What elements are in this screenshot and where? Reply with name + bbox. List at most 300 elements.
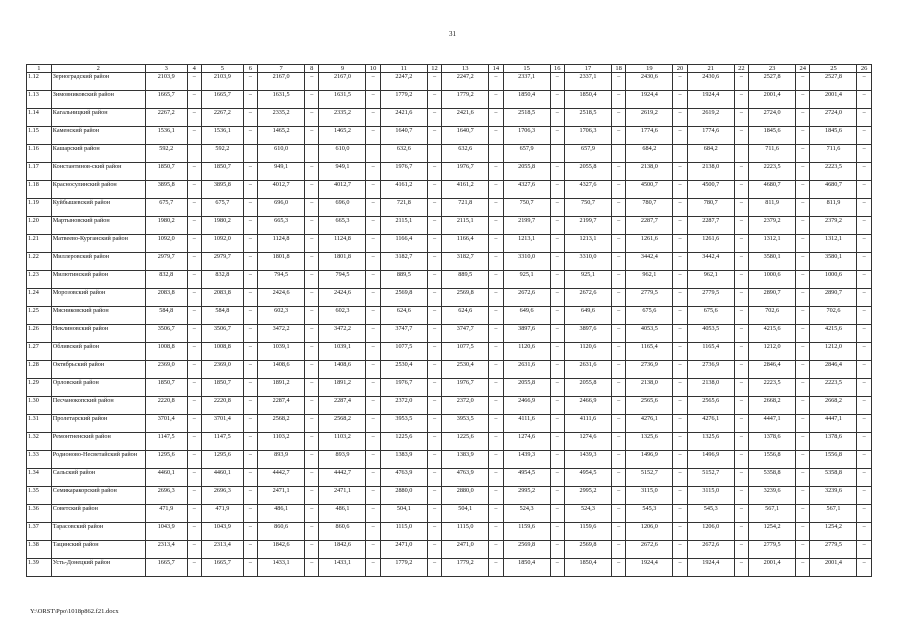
table-row [27,433,872,451]
value-cell: 3580,1 [810,253,857,271]
dash-cell: – [796,199,810,217]
dash-cell: – [550,505,564,523]
dash-cell: – [489,541,503,559]
value-cell: 4215,6 [749,325,796,343]
row-index: 1.37 [27,523,52,541]
value-cell: 702,6 [810,307,857,325]
value-cell: 610,0 [319,145,366,163]
value-cell: 3747,7 [380,325,427,343]
value-cell: 2138,0 [687,379,734,397]
value-cell: 794,5 [258,271,305,289]
table-row [27,415,872,433]
dash-cell: – [489,199,503,217]
table-row [27,109,872,127]
value-cell: 1206,0 [687,523,734,541]
table-row [27,253,872,271]
value-cell: 657,9 [564,145,611,163]
dash-cell: – [187,235,201,253]
dash-cell: – [243,289,257,307]
dash-cell: – [550,559,564,577]
row-index: 1.12 [27,73,52,91]
value-cell: 675,7 [145,199,187,217]
value-cell: 2779,5 [810,541,857,559]
district-name: Каменский район [51,127,145,145]
dash-cell: – [673,505,687,523]
dash-cell: – [187,361,201,379]
column-header: 1 [27,65,52,73]
dash-cell: – [187,433,201,451]
row-index: 1.31 [27,415,52,433]
dash-cell: – [489,343,503,361]
value-cell: 2668,2 [810,397,857,415]
dash-cell: – [366,469,380,487]
value-cell: 3182,7 [380,253,427,271]
dash-cell: – [427,541,441,559]
district-name: Мартыновский район [51,217,145,235]
value-cell: 1850,7 [201,379,243,397]
value-cell: 2995,2 [503,487,550,505]
dash-cell: – [611,343,625,361]
column-header: 23 [749,65,796,73]
row-index: 1.26 [27,325,52,343]
dash-cell: – [857,199,871,217]
dash-cell: – [857,127,871,145]
value-cell: 4276,1 [687,415,734,433]
value-cell: 2424,6 [319,289,366,307]
dash-cell: – [734,361,748,379]
dash-cell: – [366,487,380,505]
value-cell: 567,1 [810,505,857,523]
value-cell: 962,1 [626,271,673,289]
row-index: 1.30 [27,397,52,415]
dash-cell: – [489,91,503,109]
data-table [26,64,872,577]
value-cell: 1166,4 [380,235,427,253]
dash-cell: – [187,127,201,145]
dash-cell: – [796,109,810,127]
value-cell: 2055,8 [503,379,550,397]
dash-cell: – [489,289,503,307]
table-row [27,163,872,181]
value-cell: 1295,6 [201,451,243,469]
value-cell: 602,3 [258,307,305,325]
dash-cell: – [857,541,871,559]
dash-cell: – [734,343,748,361]
value-cell: 2001,4 [749,91,796,109]
value-cell: 3747,7 [442,325,489,343]
value-cell: 504,1 [442,505,489,523]
value-cell: 696,0 [319,199,366,217]
dash-cell: – [611,415,625,433]
dash-cell: – [550,487,564,505]
dash-cell: – [857,343,871,361]
dash-cell: – [611,253,625,271]
dash-cell: – [366,181,380,199]
dash-cell: – [796,271,810,289]
row-index: 1.19 [27,199,52,217]
value-cell: 2379,2 [810,217,857,235]
dash-cell: – [550,127,564,145]
value-cell: 3506,7 [201,325,243,343]
dash-cell: – [187,289,201,307]
dash-cell: – [305,523,319,541]
value-cell: 1120,6 [564,343,611,361]
dash-cell: – [796,289,810,307]
dash-cell: – [243,127,257,145]
dash-cell: – [550,271,564,289]
dash-cell: – [187,73,201,91]
dash-cell: – [673,415,687,433]
value-cell: 1976,7 [380,163,427,181]
dash-cell: – [734,397,748,415]
dash-cell: – [550,199,564,217]
value-cell: 1845,6 [749,127,796,145]
dash-cell: – [427,505,441,523]
dash-cell: – [187,469,201,487]
dash-cell: – [489,379,503,397]
column-header: 5 [201,65,243,73]
dash-cell: – [734,523,748,541]
table-row [27,271,872,289]
district-name: Орловский район [51,379,145,397]
value-cell: 2430,6 [687,73,734,91]
dash-cell: – [305,397,319,415]
value-cell: 2369,0 [201,361,243,379]
value-cell: 3895,8 [201,181,243,199]
dash-cell: – [734,469,748,487]
value-cell: 2471,0 [380,541,427,559]
value-cell: 2001,4 [810,559,857,577]
value-cell: 2846,4 [810,361,857,379]
value-cell: 1274,6 [503,433,550,451]
dash-cell: – [489,487,503,505]
dash-cell: – [187,181,201,199]
dash-cell: – [611,325,625,343]
dash-cell: – [243,307,257,325]
dash-cell: – [366,307,380,325]
dash-cell: – [305,253,319,271]
value-cell: 524,3 [503,505,550,523]
dash-cell: – [796,361,810,379]
value-cell: 2518,5 [503,109,550,127]
dash-cell: – [305,379,319,397]
dash-cell: – [796,415,810,433]
value-cell: 1891,2 [319,379,366,397]
dash-cell: – [673,469,687,487]
dash-cell: – [366,505,380,523]
dash-cell: – [550,343,564,361]
value-cell: 4763,9 [380,469,427,487]
row-index: 1.16 [27,145,52,163]
dash-cell: – [673,73,687,91]
value-cell: 4500,7 [626,181,673,199]
value-cell: 2001,4 [749,559,796,577]
dash-cell: – [366,433,380,451]
value-cell: 4111,6 [503,415,550,433]
value-cell: 2287,4 [319,397,366,415]
dash-cell: – [427,451,441,469]
dash-cell: – [243,433,257,451]
value-cell: 1254,2 [749,523,796,541]
value-cell: 1274,6 [564,433,611,451]
value-cell: 2220,8 [201,397,243,415]
dash-cell: – [734,451,748,469]
value-cell: 4680,7 [749,181,796,199]
value-cell: 1124,8 [258,235,305,253]
value-cell: 949,1 [258,163,305,181]
district-name: Тарасовский район [51,523,145,541]
dash-cell: – [796,397,810,415]
dash-cell: – [427,127,441,145]
value-cell: 1383,9 [442,451,489,469]
value-cell: 524,3 [564,505,611,523]
value-cell: 711,6 [810,145,857,163]
value-cell: 4012,7 [319,181,366,199]
row-index: 1.15 [27,127,52,145]
district-name: Кагальницкий район [51,109,145,127]
value-cell: 1845,6 [810,127,857,145]
dash-cell: – [187,415,201,433]
value-cell: 2672,6 [687,541,734,559]
value-cell: 711,6 [749,145,796,163]
value-cell: 4161,2 [442,181,489,199]
dash-cell: – [857,469,871,487]
dash-cell: – [427,361,441,379]
dash-cell: – [427,235,441,253]
value-cell: 1556,8 [810,451,857,469]
dash-cell: – [489,235,503,253]
dash-cell: – [187,91,201,109]
dash-cell: – [550,415,564,433]
dash-cell: – [366,217,380,235]
row-index: 1.29 [27,379,52,397]
value-cell: 1261,6 [626,235,673,253]
dash-cell: – [366,559,380,577]
value-cell: 2369,0 [145,361,187,379]
dash-cell: – [305,271,319,289]
value-cell: 1640,7 [380,127,427,145]
dash-cell: – [366,523,380,541]
value-cell: 2055,8 [503,163,550,181]
value-cell: 1850,4 [564,91,611,109]
dash-cell: – [427,523,441,541]
value-cell: 1378,6 [749,433,796,451]
column-header: 10 [366,65,380,73]
value-cell: 1774,6 [687,127,734,145]
dash-cell: – [734,73,748,91]
dash-cell: – [187,487,201,505]
value-cell: 702,6 [749,307,796,325]
column-header: 11 [380,65,427,73]
value-cell: 1312,1 [810,235,857,253]
dash-cell: – [187,163,201,181]
table-row [27,217,872,235]
dash-cell: – [187,343,201,361]
value-cell: 2518,5 [564,109,611,127]
value-cell: 2379,2 [749,217,796,235]
row-index: 1.13 [27,91,52,109]
value-cell: 2471,1 [319,487,366,505]
page-number: 31 [449,30,456,38]
dash-cell: – [734,253,748,271]
value-cell: 1631,5 [258,91,305,109]
value-cell: 750,7 [564,199,611,217]
dash-cell: – [427,325,441,343]
value-cell: 4442,7 [258,469,305,487]
value-cell: 649,6 [503,307,550,325]
dash-cell: – [550,433,564,451]
dash-cell: – [796,253,810,271]
dash-cell: – [611,199,625,217]
value-cell: 2569,8 [442,289,489,307]
value-cell: 4680,7 [810,181,857,199]
table-row [27,289,872,307]
dash-cell [187,145,201,163]
dash-cell: – [489,505,503,523]
value-cell: 949,1 [319,163,366,181]
dash-cell: – [427,289,441,307]
value-cell: 2631,6 [564,361,611,379]
dash-cell: – [187,253,201,271]
value-cell: 624,6 [442,307,489,325]
dash-cell: – [489,523,503,541]
dash-cell: – [796,145,810,163]
dash-cell: – [550,469,564,487]
dash-cell: – [366,271,380,289]
value-cell: 4442,7 [319,469,366,487]
district-name: Семикаракорский район [51,487,145,505]
value-cell: 1120,6 [503,343,550,361]
value-cell: 675,6 [626,307,673,325]
table-row [27,343,872,361]
row-index: 1.28 [27,361,52,379]
value-cell: 5152,7 [687,469,734,487]
value-cell: 1496,9 [626,451,673,469]
district-name: Родионово-Несветайский район [51,451,145,469]
value-cell: 584,8 [201,307,243,325]
dash-cell: – [673,127,687,145]
column-header: 20 [673,65,687,73]
value-cell: 1254,2 [810,523,857,541]
dash-cell: – [611,523,625,541]
value-cell: 2287,4 [258,397,305,415]
value-cell: 2569,8 [380,289,427,307]
value-cell: 1439,3 [503,451,550,469]
value-cell: 1092,0 [145,235,187,253]
dash-cell: – [427,379,441,397]
dash-cell: – [611,91,625,109]
dash-cell: – [489,217,503,235]
table-row [27,361,872,379]
value-cell: 1165,4 [626,343,673,361]
dash-cell: – [427,217,441,235]
value-cell: 2672,6 [626,541,673,559]
dash-cell: – [857,379,871,397]
value-cell: 5358,8 [810,469,857,487]
dash-cell: – [796,433,810,451]
dash-cell: – [857,163,871,181]
dash-cell: – [796,505,810,523]
value-cell: 1665,7 [145,91,187,109]
value-cell: 2779,5 [687,289,734,307]
dash-cell: – [427,199,441,217]
value-cell: 1706,3 [564,127,611,145]
dash-cell: – [427,253,441,271]
dash-cell: – [796,181,810,199]
value-cell: 1665,7 [145,559,187,577]
row-index: 1.36 [27,505,52,523]
value-cell: 3895,8 [145,181,187,199]
value-cell: 2001,4 [810,91,857,109]
value-cell: 684,2 [626,145,673,163]
value-cell: 2220,8 [145,397,187,415]
value-cell: 780,7 [687,199,734,217]
value-cell: 3182,7 [442,253,489,271]
value-cell: 1103,2 [319,433,366,451]
value-cell: 1631,5 [319,91,366,109]
value-cell: 2247,2 [442,73,489,91]
dash-cell: – [305,235,319,253]
value-cell: 2223,5 [810,163,857,181]
dash-cell: – [243,559,257,577]
value-cell: 1159,6 [564,523,611,541]
value-cell: 3310,0 [564,253,611,271]
dash-cell: – [187,541,201,559]
dash-cell: – [243,163,257,181]
value-cell: 545,3 [626,505,673,523]
dash-cell: – [489,451,503,469]
dash-cell: – [734,217,748,235]
value-cell: 2167,0 [319,73,366,91]
value-cell: 2424,6 [258,289,305,307]
dash-cell: – [857,433,871,451]
table-row [27,505,872,523]
value-cell: 1842,6 [258,541,305,559]
value-cell: 1213,1 [564,235,611,253]
dash-cell: – [611,163,625,181]
dash-cell: – [187,199,201,217]
dash-cell: – [611,181,625,199]
value-cell: 1008,8 [201,343,243,361]
value-cell: 2471,1 [258,487,305,505]
value-cell: 2880,0 [380,487,427,505]
row-index: 1.35 [27,487,52,505]
value-cell: 1212,0 [749,343,796,361]
dash-cell [489,145,503,163]
dash-cell: – [427,181,441,199]
value-cell: 2337,1 [564,73,611,91]
data-table-container [26,64,871,577]
column-header: 12 [427,65,441,73]
dash-cell: – [673,271,687,289]
dash-cell: – [611,271,625,289]
value-cell: 2736,9 [687,361,734,379]
value-cell: 592,2 [201,145,243,163]
dash-cell [550,145,564,163]
row-index: 1.18 [27,181,52,199]
table-row [27,199,872,217]
row-index: 1.25 [27,307,52,325]
dash-cell: – [611,541,625,559]
value-cell: 721,8 [380,199,427,217]
value-cell: 1980,2 [145,217,187,235]
value-cell: 1225,6 [442,433,489,451]
value-cell: 2631,6 [503,361,550,379]
row-index: 1.17 [27,163,52,181]
value-cell: 1383,9 [380,451,427,469]
dash-cell: – [427,559,441,577]
value-cell: 2466,9 [503,397,550,415]
